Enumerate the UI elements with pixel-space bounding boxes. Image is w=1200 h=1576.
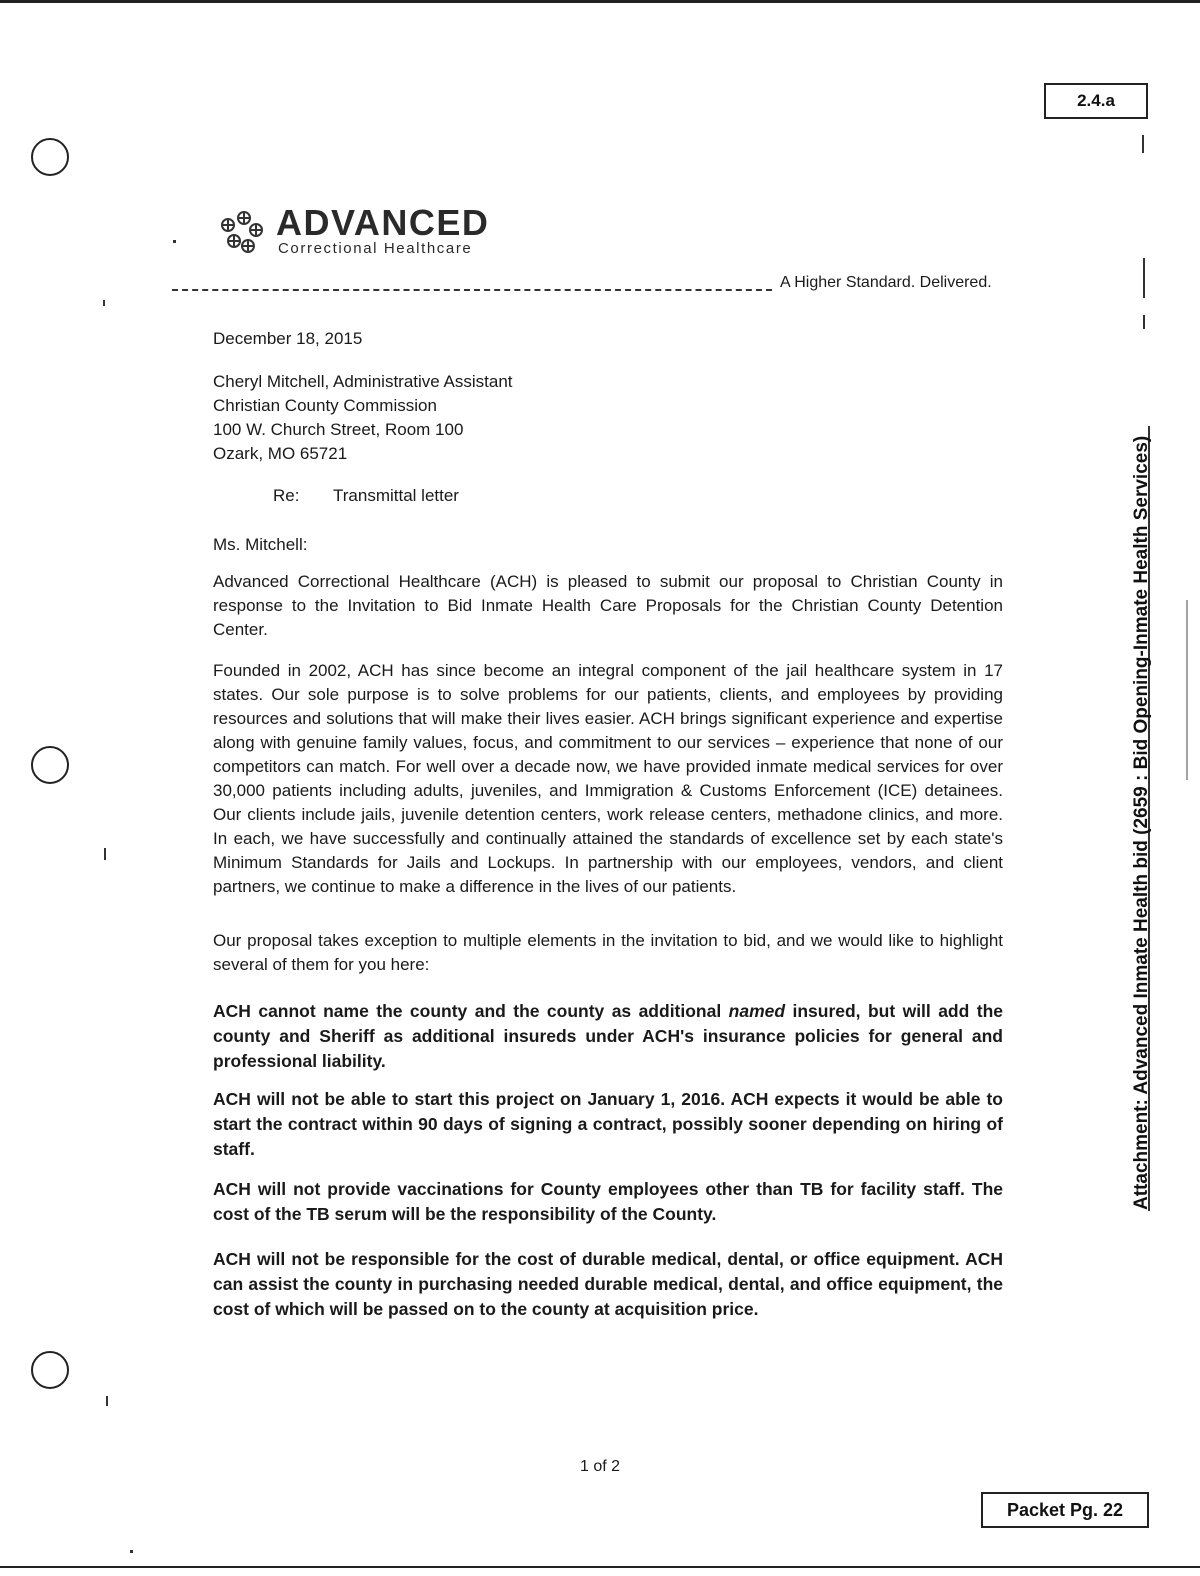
scan-speck xyxy=(1143,258,1145,298)
subject-text: Transmittal letter xyxy=(333,486,459,505)
scan-speck xyxy=(130,1550,133,1553)
exception-text: ACH cannot name the county and the county as additional xyxy=(213,1001,729,1021)
address-line: Ozark, MO 65721 xyxy=(213,444,348,463)
scan-speck xyxy=(104,848,106,860)
letterhead-divider xyxy=(172,289,772,291)
company-logo xyxy=(214,204,514,264)
exception-item: ACH will not be responsible for the cost of durable medical, dental, or office equipment. ACH can assist the county in purchasing needed durable medical, dental, and office equipment, the cost of which will be passed on to the county at acquisition price. xyxy=(213,1249,1003,1319)
page-indicator: 1 of 2 xyxy=(579,1458,621,1475)
bottom-edge-rule xyxy=(0,1566,1200,1568)
packet-page-stamp: Packet Pg. 22 xyxy=(981,1492,1149,1528)
section-stamp: 2.4.a xyxy=(1044,83,1148,119)
exception-text: insured, but will add the county and Sheriff as additional insureds under ACH's insurance policies for general and professional liability. xyxy=(213,1001,1003,1071)
scan-speck xyxy=(1143,315,1145,329)
scan-speck xyxy=(1186,600,1188,780)
body-paragraph: Advanced Correctional Healthcare (ACH) is pleased to submit our proposal to Christian County in response to the Invitation to Bid Inmate Health Care Proposals for the Christian County Detention Center. xyxy=(213,572,1003,639)
exception-item: ACH will not be able to start this project on January 1, 2016. ACH expects it would be able to start the contract within 90 days of signing a contract, possibly sooner depending on hiring of staff. xyxy=(213,1089,1003,1159)
attachment-side-note: Attachment: Advanced Inmate Health bid (2659 : Bid Opening-Inmate Health Services) xyxy=(1131,435,1152,1210)
subject-line xyxy=(273,484,1063,508)
snowflake-cluster-icon xyxy=(214,208,270,258)
scan-speck xyxy=(103,300,105,306)
letter-date: December 18, 2015 xyxy=(213,329,363,348)
address-line: Christian County Commission xyxy=(213,396,437,415)
body-paragraph: Our proposal takes exception to multiple elements in the invitation to bid, and we would like to highlight several of them for you here: xyxy=(213,931,1003,974)
binder-hole-icon xyxy=(31,746,69,784)
scan-speck xyxy=(173,240,176,243)
exception-item: ACH will not provide vaccinations for County employees other than TB for facility staff. The cost of the TB serum will be the responsibility of the County. xyxy=(213,1179,1003,1224)
company-name: ADVANCED xyxy=(276,202,490,243)
address-line: Cheryl Mitchell, Administrative Assistant xyxy=(213,372,513,391)
body-paragraph: Founded in 2002, ACH has since become an integral component of the jail healthcare system in 17 states. Our sole purpose is to solve problems for our patients, clients, and employees by providing resources and solutions that will make their lives easier. ACH brings significant experience and expertise along with genuine family values, focus, and commitment to our services – experience that none of our competitors can match. For well over a decade now, we have provided inmate medical services for over 30,000 patients including adults, juveniles, and Immigration & Customs Enforcement (ICE) detainees. Our clients include jails, juvenile detention centers, work release centers, methadone clinics, and more. In each, we have successfully and continually attained the standards of excellence set by each state's Minimum Standards for Jails and Lockups. In partnership with our employees, vendors, and client partners, we continue to make a difference in the lives of our patients. xyxy=(213,661,1003,896)
salutation: Ms. Mitchell: xyxy=(213,535,308,554)
exception-emphasis: named xyxy=(728,1001,786,1021)
binder-hole-icon xyxy=(31,138,69,176)
scan-speck xyxy=(1142,135,1144,153)
exception-item xyxy=(213,999,1003,1074)
company-subtitle: Correctional Healthcare xyxy=(278,240,473,257)
recipient-address xyxy=(213,370,1003,466)
company-tagline: A Higher Standard. Delivered. xyxy=(780,274,992,291)
subject-label: Re: xyxy=(273,486,300,505)
top-edge-rule xyxy=(0,0,1200,3)
address-line: 100 W. Church Street, Room 100 xyxy=(213,420,464,439)
scan-speck xyxy=(106,1396,108,1406)
binder-hole-icon xyxy=(31,1351,69,1389)
